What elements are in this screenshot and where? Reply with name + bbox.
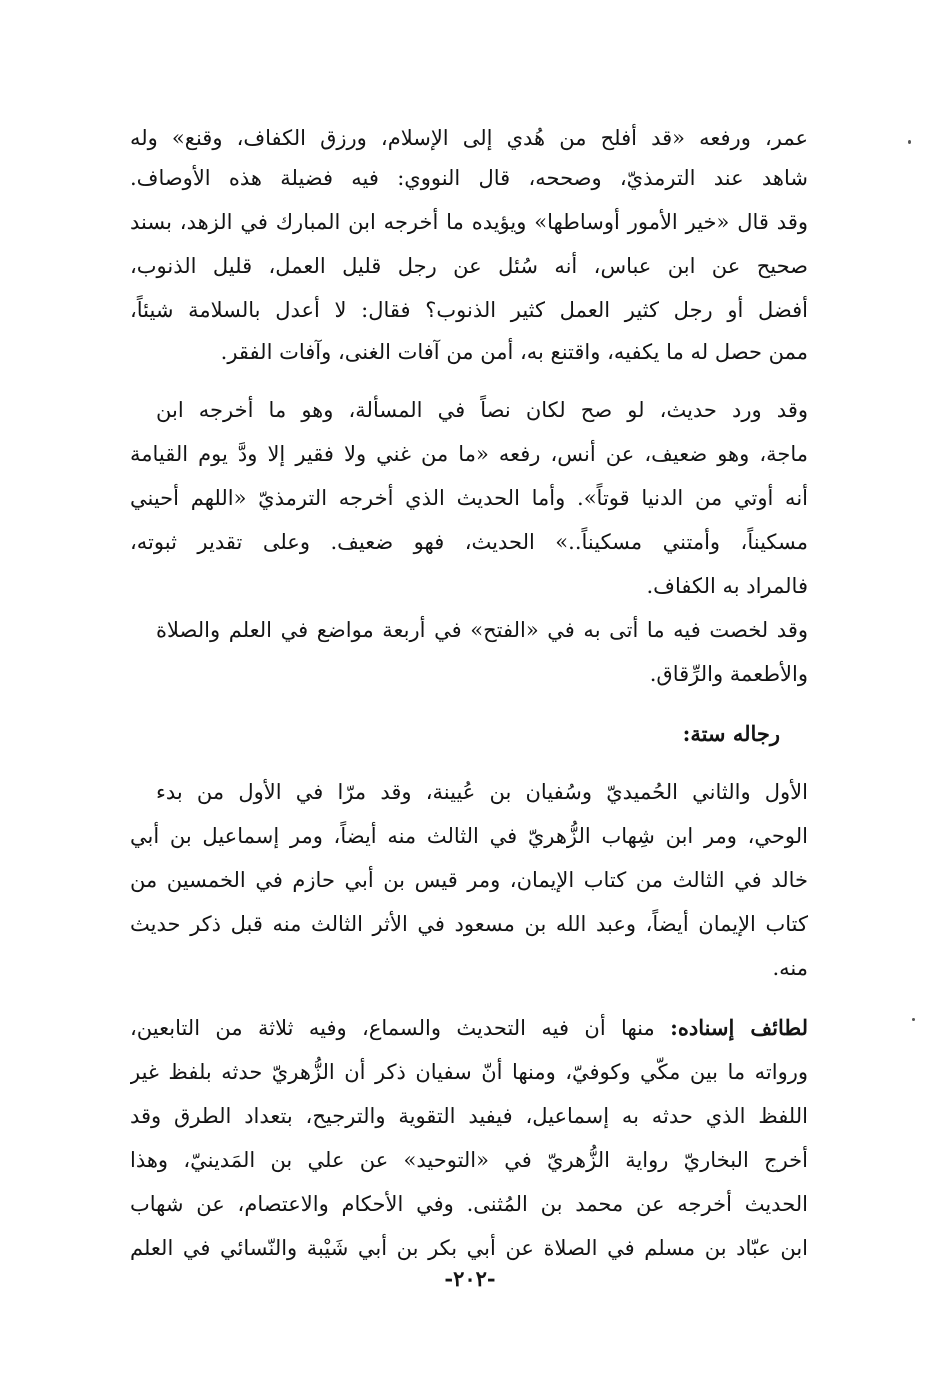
text-line: شاهد عند الترمذيّ، وصححه، قال النووي: فيه فضيلة هذه الأوصاف.: [130, 166, 808, 190]
text-line: [130, 1008, 808, 1048]
text-line: ممن حصل له ما يكفيه، واقتنع به، أمن من آفات الغنى، وآفات الفقر.: [220, 340, 808, 364]
text-line: ورواته ما بين مكّي وكوفيّ، ومنها أنّ سفيان ذكر أن الزُّهريّ حدثه بلفظ غير: [130, 1060, 808, 1084]
page-number: -٢٠٢-: [444, 1266, 496, 1291]
text-line: أنه أوتي من الدنيا قوتاً». وأما الحديث الذي أخرجه الترمذيّ «اللهم أحيني: [130, 486, 808, 510]
section-heading: رجاله ستة:: [682, 721, 780, 746]
text-line: وقد قال «خير الأمور أوساطها» ويؤيده ما أخرجه ابن المبارك في الزهد، بسند: [130, 210, 808, 234]
text-line: فالمراد به الكفاف.: [646, 574, 808, 598]
text-line: الوحي، ومر ابن شِهاب الزُّهريّ في الثالث منه أيضاً، ومر إسماعيل بن أبي: [130, 824, 808, 848]
text-line: مسكيناً، وأمتني مسكيناً..» الحديث، فهو ضعيف. وعلى تقدير ثبوته،: [130, 530, 808, 554]
text-line: ابن عبّاد بن مسلم في الصلاة عن أبي بكر بن أبي شَيْبة والنّسائي في العلم: [130, 1236, 808, 1260]
scan-speck: [912, 1018, 915, 1021]
page-body: [130, 110, 808, 1310]
scan-speck: [908, 140, 911, 144]
paragraph-lead: لطائف إسناده:: [670, 1015, 808, 1040]
text-line: وقد لخصت فيه ما أتى به في «الفتح» في أربعة مواضع في العلم والصلاة: [156, 618, 808, 642]
text-line: والأطعمة والرِّقاق.: [649, 662, 808, 686]
text-line: ماجة، وهو ضعيف، عن أنس، رفعه «ما من غني ولا فقير إلا ودَّ يوم القيامة: [130, 442, 808, 466]
paragraph-lead-rest: منها أن فيه التحديث والسماع، وفيه ثلاثة من التابعين،: [130, 1016, 671, 1040]
text-line: الحديث أخرجه عن محمد بن المُثنى. وفي الأحكام والاعتصام، عن شهاب: [130, 1192, 808, 1216]
text-line: عمر، ورفعه «قد أفلح من هُدي إلى الإسلام، ورزق الكفاف، وقنع» وله: [130, 126, 808, 150]
text-line: كتاب الإيمان أيضاً، وعبد الله بن مسعود في الأثر الثالث منه قبل ذكر حديث: [130, 912, 808, 936]
text-line: أفضل أو رجل كثير العمل كثير الذنوب؟ فقال: لا أعدل بالسلامة شيئاً،: [130, 298, 808, 322]
text-line: أخرج البخاريّ رواية الزُّهريّ في «التوحيد» عن علي بن المَدينيّ، وهذا: [130, 1148, 808, 1172]
text-line: خالد في الثالث من كتاب الإيمان، ومر قيس بن أبي حازم في الخمسين من: [130, 868, 808, 892]
text-line: اللفظ الذي حدثه به إسماعيل، فيفيد التقوية والترجيح، بتعداد الطرق وقد: [130, 1104, 808, 1128]
text-line: منه.: [772, 956, 808, 980]
text-line: صحيح عن ابن عباس، أنه سُئل عن رجل قليل العمل، قليل الذنوب،: [130, 254, 808, 278]
text-line: الأول والثاني الحُميديّ وسُفيان بن عُيينة، وقد مرّا في الأول من بدء: [156, 780, 808, 804]
text-line: وقد ورد حديث، لو صح لكان نصاً في المسألة، وهو ما أخرجه ابن: [156, 398, 808, 422]
